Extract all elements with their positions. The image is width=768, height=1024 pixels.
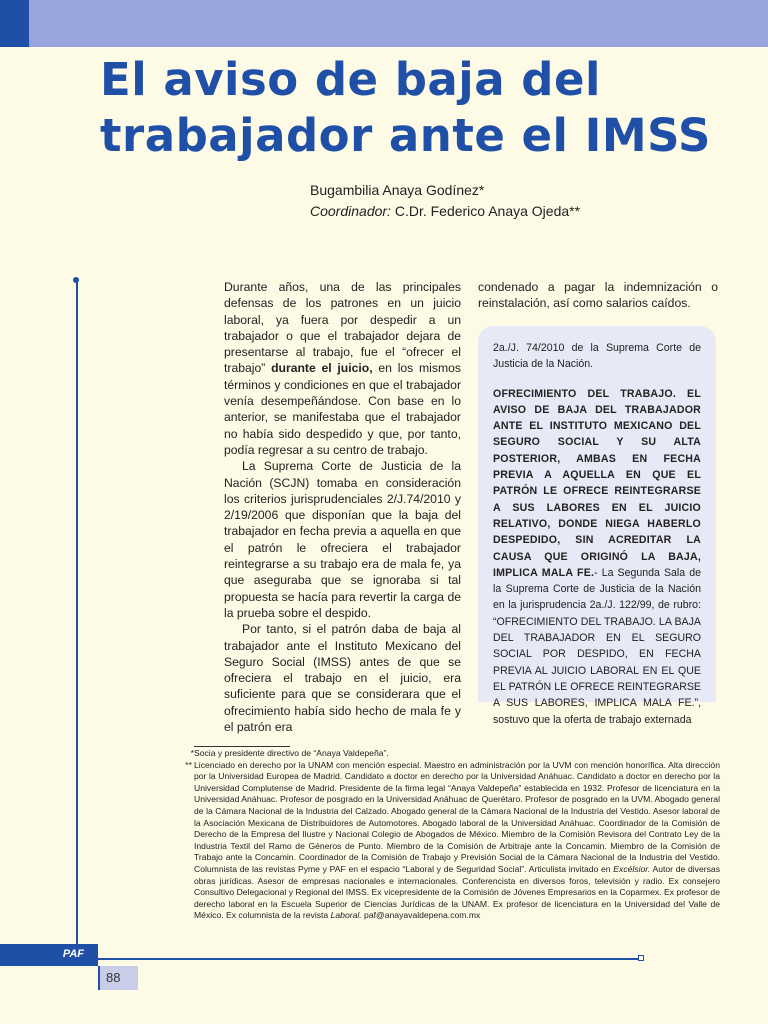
footnote-2-italic: Excélsior. <box>613 863 651 874</box>
page-number-rule <box>98 966 100 990</box>
paragraph-3: Por tanto, si el patrón daba de baja al trabajador ante el Instituto Mexicano del Seguro Social (IMSS) antes de que se ofreciera el trabajo en el juicio, era suficiente para que se considerara que el ofrecimiento había sido hecho de mala fe y el patrón era <box>224 622 461 735</box>
footnote-2-text-a: Licenciado en derecho por la UNAM con mención especial. Maestro en administración por la UVM con mención honorífica. Alta dirección por la Universidad Europea de Madrid. Candidato a doctor en derecho por la Universidad Anáhuac. Candidato a doctor en derecho por la Universidad Complutense de Madrid. Presidente de la firma legal “Anaya Valdepeña” establecida en 1932. Profesor de licenciatura en la Universidad Anáhuac. Profesor de posgrado en la Universidad Anáhuac de Querétaro. Profesor de posgrado en la UVM. Abogado general de la Cámara Nacional de la Industria del Calzado. Abogado general de la Cámara Nacional de la Industria del Vestido. Asesor laboral de la Asociación Mexicana de Distribuidores de Automotores. Abogado laboral de la Universidad Anáhuac. Coordinador de la Comisión de Derecho de la Empresa del Ilustre y Nacional Colegio de Abogados de México. Miembro de la Comisión Revisora del Contrato Ley de la Industria Textil del Ramo de Géneros de Punto. Miembro de la Comisión de Arbitraje ante la Concamin. Miembro de la Comisión de Trabajo ante la Concamin. Coordinador de la Comisión de Trabajo y Previsión Social de la Cámara Nacional de la Industria del Vestido. Columnista de las revistas Pyme y PAF en el espacio “Laboral y de Seguridad Social”. Articulista invitado en <box>194 759 720 874</box>
paragraph-2: La Suprema Corte de Justicia de la Nación (SCJN) tomaba en consideración los criterios jurisprudenciales 2/J.74/2010 y 2/19/2006 que disponían que la baja del trabajador en fecha previa a aquella en que el patrón le ofreciera el trabajador reintegrarse a su trabajo era de mala fe, ya que aseguraba que se ignoraba si tal propuesta se hacía para revertir la carga de la prueba sobre el despido. <box>224 459 461 620</box>
footnote-1 <box>180 748 720 760</box>
footnote-2-italic-2: Laboral. <box>330 910 362 921</box>
jurisprudence-rest: - La Segunda Sala de la Suprema Corte de Justicia de la Nación en la jurisprudencia 2a./J. 122/99, de rubro: “OFRECIMIENTO DEL TRABAJO. LA BAJA DEL TRABAJADOR EN EL SEGURO SOCIAL POR DESPIDO, EN FECHA PREVIA AL JUICIO LABORAL EN EL QUE EL PATRÓN LE OFRECE REINTEGRARSE A SUS LABORES, IMPLICA MALA FE.”, sostuvo que la oferta de trabajo externada <box>493 566 701 726</box>
footnote-1-mark: * <box>190 748 194 758</box>
jurisprudence-body <box>493 386 701 728</box>
coordinator-line <box>310 201 580 222</box>
paragraph-1-text-b: en los mismos términos y condiciones en que el trabajador venía desempeñándose. Con base en lo anterior, se manifestaba que el trabajador no había sido despedido y que, por tanto, podía regresar a su centro de trabajo. <box>224 361 461 457</box>
paragraph-4: condenado a pagar la indemnización o reinstalación, así como salarios caídos. <box>478 280 718 311</box>
author-name: Bugambilia Anaya Godínez* <box>310 182 485 198</box>
body-column-left <box>224 279 461 735</box>
footnote-separator <box>194 746 290 747</box>
magazine-tab-label: PAF <box>62 948 84 960</box>
title-line-1: El aviso de baja del <box>100 53 601 106</box>
jurisprudence-text <box>493 340 701 728</box>
footnote-2-mark: ** <box>185 759 192 770</box>
paragraph-1-text-a: Durante años, una de las principales defensas de los patrones en un juicio laboral, ya fuera por despedir a un trabajador o que el trabajador dejara de presentarse al trabajo, fue el “ofrecer el trabajo” <box>224 280 461 376</box>
header-band-accent <box>0 0 29 47</box>
jurisprudence-heading: OFRECIMIENTO DEL TRABAJO. EL AVISO DE BAJA DEL TRABAJADOR ANTE EL INSTITUTO MEXICANO DEL SEGURO SOCIAL Y SU ALTA POSTERIOR, AMBAS EN FECHA PREVIA A AQUELLA EN QUE EL PATRÓN LE OFRECE REINTEGRARSE A SUS LABORES EN EL JUICIO RELATIVO, DONDE NIEGA HABERLO DESPEDIDO, SIN ACREDITAR LA CAUSA QUE ORIGINÓ LA BAJA, IMPLICA MALA FE. <box>493 387 701 579</box>
rule-end-box <box>638 955 644 961</box>
bottom-horizontal-rule <box>76 958 642 960</box>
article-title <box>100 52 740 164</box>
left-vertical-rule <box>76 280 78 960</box>
page-number-box <box>98 966 138 990</box>
title-line-2: trabajador ante el IMSS <box>100 109 711 162</box>
paragraph-1 <box>224 279 461 458</box>
footnotes <box>180 748 720 922</box>
coordinator-label: Coordinador: <box>310 203 391 219</box>
footnote-2 <box>180 760 720 922</box>
page-number: 88 <box>106 970 121 985</box>
footnote-2-email: paf@anayavaldepena.com.mx <box>361 910 481 921</box>
footnote-1-text: Socia y presidente directivo de “Anaya Valdepeña”. <box>194 748 389 758</box>
jurisprudence-box <box>478 326 716 726</box>
coordinator-name: C.Dr. Federico Anaya Ojeda** <box>390 203 581 219</box>
paragraph-1-bold: durante el juicio, <box>271 361 373 376</box>
header-band <box>0 0 768 47</box>
body-column-right <box>478 279 718 312</box>
magazine-tab <box>0 944 98 966</box>
byline <box>310 180 580 222</box>
jurisprudence-intro: 2a./J. 74/2010 de la Suprema Corte de Justicia de la Nación. <box>493 342 701 371</box>
footnote-2-text-b: Autor de diversas obras jurídicas. Asesor de empresas nacionales e internacionales. Conferencista en diversos foros, televisión y radio. Ex consejero Consultivo Delegacional y Regional del IMSS. Ex vicepresidente de la Comisión de Jóvenes Empresarios en la Coparmex. Ex profesor de derecho laboral en la Escuela Superior de Ciencias Jurídicas de la UNAM. Ex profesor de licenciatura en la Universidad del Valle de México. Ex columnista de la revista <box>194 863 720 921</box>
